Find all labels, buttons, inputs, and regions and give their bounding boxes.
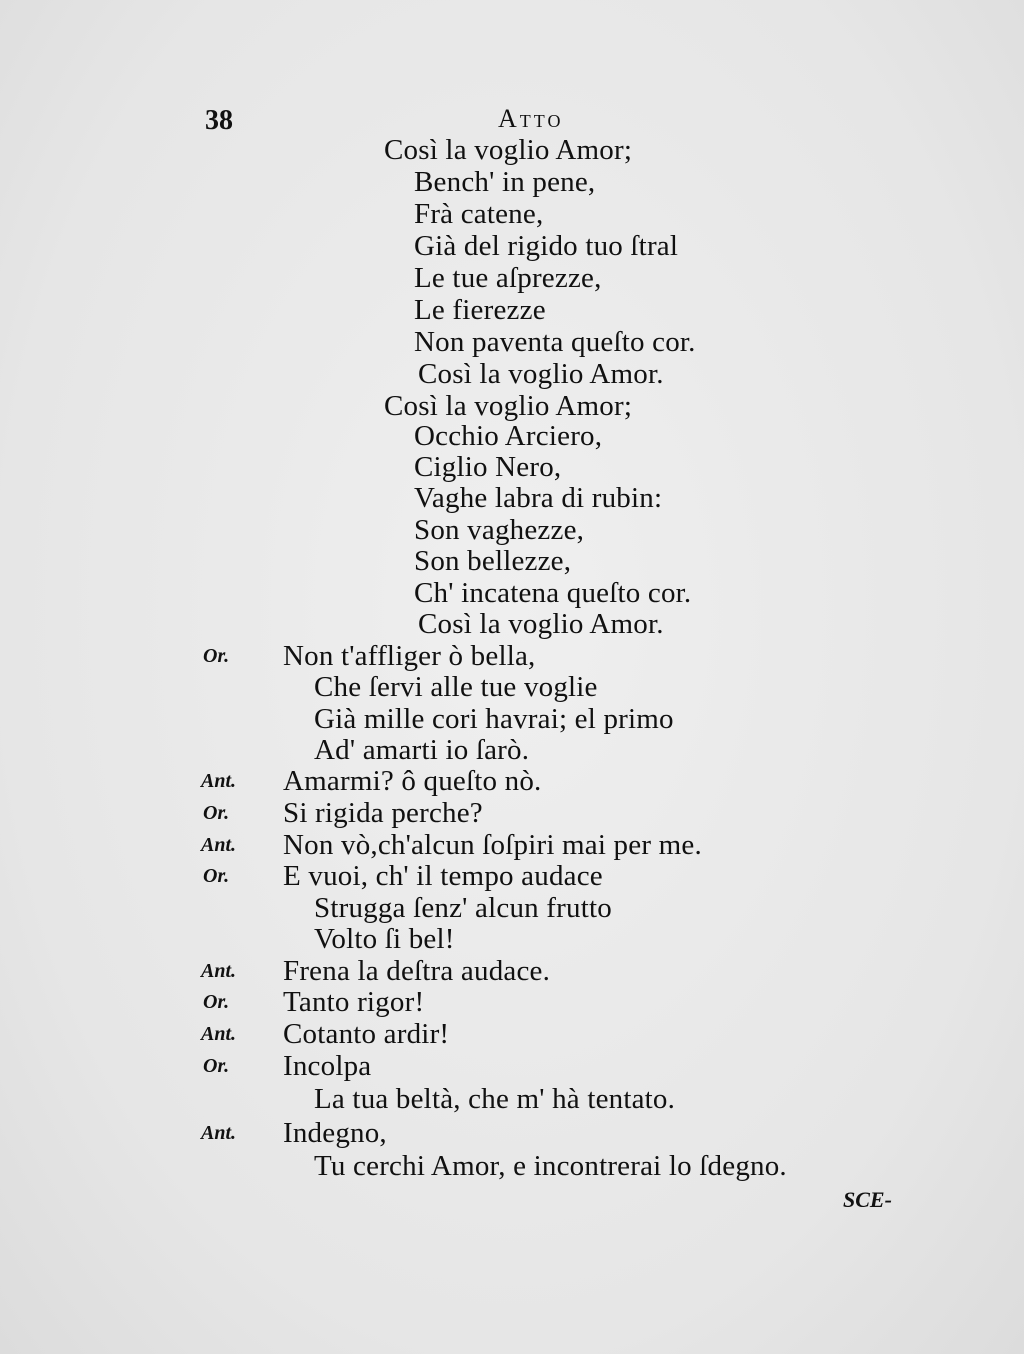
verse-line: Son bellezze,: [414, 545, 572, 577]
verse-line: Vaghe labra di rubin:: [414, 482, 663, 514]
dialogue-line: Non t'affliger ò bella,: [283, 640, 536, 672]
dialogue-line: Già mille cori havrai; el primo: [314, 703, 674, 735]
verse-line: Ch' incatena queſto cor.: [414, 577, 692, 609]
dialogue-line: La tua beltà, che m' hà tentato.: [314, 1083, 676, 1115]
dialogue-line: Frena la deſtra audace.: [283, 955, 551, 987]
verse-line: Occhio Arciero,: [414, 420, 603, 452]
running-header: Atto: [498, 104, 564, 133]
verse-line: Ciglio Nero,: [414, 451, 562, 483]
dialogue-line: Che ſervi alle tue voglie: [314, 671, 598, 703]
page-number: 38: [205, 105, 233, 136]
catchword: SCE-: [843, 1187, 892, 1212]
verse-line: Così la voglio Amor;: [384, 134, 633, 166]
dialogue-line: Non vò,ch'alcun ſoſpiri mai per me.: [283, 829, 702, 861]
dialogue-line: Amarmi? ô queſto nò.: [283, 765, 542, 797]
speaker-label: Or.: [203, 991, 230, 1013]
verse-line: Non paventa queſto cor.: [414, 326, 696, 358]
speaker-label: Or.: [203, 645, 230, 667]
dialogue-line: Ad' amarti io ſarò.: [314, 734, 530, 766]
speaker-label: Ant.: [201, 1122, 237, 1144]
verse-line: Frà catene,: [414, 198, 544, 230]
speaker-label: Ant.: [201, 770, 237, 792]
verse-line: Bench' in pene,: [414, 166, 596, 198]
verse-line: Così la voglio Amor;: [384, 390, 633, 422]
dialogue-line: Tanto rigor!: [283, 986, 425, 1018]
speaker-label: Or.: [203, 1055, 230, 1077]
verse-line: Così la voglio Amor.: [418, 358, 664, 390]
speaker-label: Ant.: [201, 834, 237, 856]
verse-line: Già del rigido tuo ſtral: [414, 230, 679, 262]
verse-line: Son vaghezze,: [414, 514, 585, 546]
speaker-label: Or.: [203, 865, 230, 887]
verse-line: Così la voglio Amor.: [418, 608, 664, 640]
speaker-label: Or.: [203, 802, 230, 824]
verse-line: Le fierezze: [414, 294, 546, 326]
dialogue-line: Volto ſi bel!: [314, 923, 455, 955]
dialogue-line: Tu cerchi Amor, e incontrerai lo ſdegno.: [314, 1150, 787, 1182]
speaker-label: Ant.: [201, 960, 237, 982]
dialogue-line: Incolpa: [283, 1050, 372, 1082]
dialogue-line: Indegno,: [283, 1117, 387, 1149]
speaker-label: Ant.: [201, 1023, 237, 1045]
dialogue-line: E vuoi, ch' il tempo audace: [283, 860, 603, 892]
dialogue-line: Cotanto ardir!: [283, 1018, 450, 1050]
verse-line: Le tue aſprezze,: [414, 262, 602, 294]
dialogue-line: Si rigida perche?: [283, 797, 483, 829]
dialogue-line: Strugga ſenz' alcun frutto: [314, 892, 612, 924]
